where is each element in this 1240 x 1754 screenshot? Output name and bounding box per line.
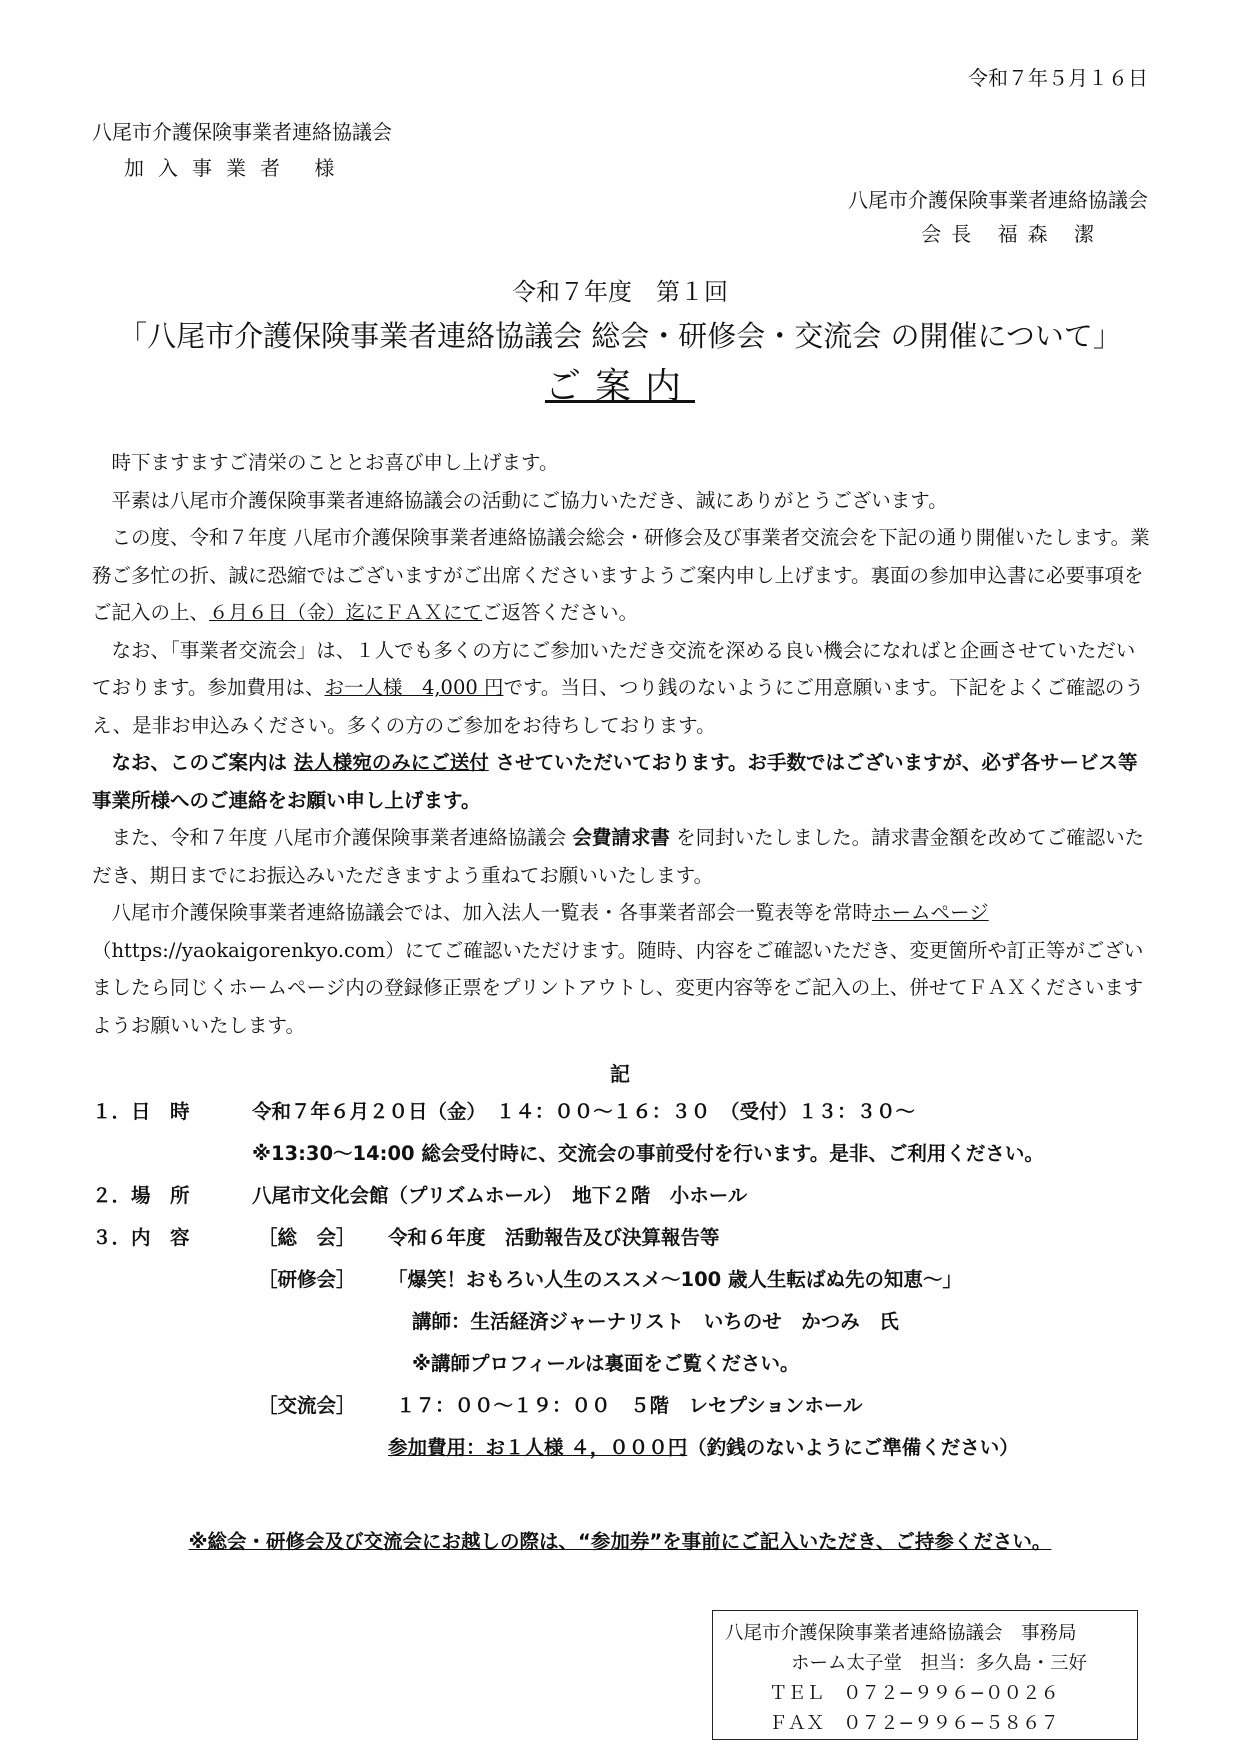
paragraph-exchange: なお、「事業者交流会」は、１人でも多くの方にご参加いただき交流を深める良い機会になればと企画させていただいております。参加費用は、お一人様 4,000 円です。当日、つり銭のないようにご用意願います。下記をよくご確認のうえ、是非お申込みください。多くの方のご参加をお待ちしております。 <box>92 638 1144 737</box>
seminar-value: 「爆笑！おもろい人生のススメ〜100 歳人生転ばぬ先の知恵〜」 <box>388 1268 962 1291</box>
place-value: 八尾市文化会館（プリズムホール） 地下２階 小ホール <box>252 1184 748 1207</box>
date-label: １．日 時 <box>92 1100 190 1123</box>
place-label: ２．場 所 <box>92 1184 190 1207</box>
exchange-tag: ［交流会］ <box>258 1394 356 1417</box>
contact-org: 八尾市介護保険事業者連絡協議会 事務局 <box>725 1623 1077 1644</box>
title-line-1: 令和７年度 第１回 <box>512 278 728 306</box>
content-label: ３．内 容 <box>92 1226 190 1249</box>
paragraph-greeting: 時下ますますご清栄のこととお喜び申し上げます。 <box>111 451 559 474</box>
exchange-fee: 参加費用：お１人様 ４，０００円（釣銭のないようにご準備ください） <box>388 1436 1019 1459</box>
ki-heading: 記 <box>610 1062 630 1086</box>
contact-fax: ＦＡＸ ０７２−９９６−５８６７ <box>769 1713 1060 1734</box>
recipient-members: 加入事業者 様 <box>124 156 349 180</box>
event-details <box>92 1096 1172 1474</box>
sender-person: 会長 福森 潔 <box>921 222 1104 246</box>
sender-org: 八尾市介護保険事業者連絡協議会 <box>848 188 1148 212</box>
fee-text: お一人様 4,000 円 <box>324 676 504 699</box>
general-tag: ［総 会］ <box>258 1226 356 1249</box>
contact-person: ホーム太子堂 担当：多久島・三好 <box>791 1653 1088 1674</box>
seminar-note: ※講師プロフィールは裏面をご覧ください。 <box>412 1352 800 1375</box>
exchange-value: １７：００〜１９：００ ５階 レセプションホール <box>396 1394 863 1417</box>
paragraph-notice: なお、このご案内は 法人様宛のみにご送付 させていただいております。お手数ではございますが、必ず各サービス等事業所様へのご連絡をお願い申し上げます。 <box>92 751 1138 812</box>
general-value: 令和６年度 活動報告及び決算報告等 <box>388 1226 720 1249</box>
recipient-org: 八尾市介護保険事業者連絡協議会 <box>92 120 392 144</box>
seminar-tag: ［研修会］ <box>258 1268 356 1291</box>
paragraph-invoice: また、令和７年度 八尾市介護保険事業者連絡協議会 会費請求書 を同封いたしました。請求書金額を改めてご確認いただき、期日までにお振込みいただきますよう重ねてお願いいたします。 <box>92 826 1145 887</box>
deadline-text: ６月６日（金）迄にＦＡＸにて <box>209 601 483 624</box>
paragraph-thanks: 平素は八尾市介護保険事業者連絡協議会の活動にご協力いただき、誠にありがとうございます。 <box>111 488 948 512</box>
paragraph-homepage: 八尾市介護保険事業者連絡協議会では、加入法人一覧表・各事業者部会一覧表等を常時ホームページ（https://yaokaigorenkyo.com）にてご確認いただけます。随時、内容をご確認いただき、変更箇所や訂正等がございましたら同じくホームページ内の登録修正票をプリントアウトし、変更内容等をご記入の上、併せてＦＡＸくださいますようお願いいたします。 <box>92 901 1144 1037</box>
final-note: ※総会・研修会及び交流会にお越しの際は、“参加券”を事前にご記入いただき、ご持参ください。 <box>188 1530 1052 1553</box>
date-value: 令和７年６月２０日（金） １４：００〜１６：３０ （受付）１３：３０〜 <box>252 1100 916 1123</box>
paragraph-announcement: この度、令和７年度 八尾市介護保険事業者連絡協議会総会・研修会及び事業者交流会を下記の通り開催いたします。業務ご多忙の折、誠に恐縮ではございますがご出席くださいますようご案内申し上げます。裏面の参加申込書に必要事項をご記入の上、６月６日（金）迄にＦＡＸにてご返答ください。 <box>92 526 1150 624</box>
title-line-3: ご案内 <box>544 366 695 407</box>
contact-box <box>712 1610 1138 1740</box>
title-line-2: 「八尾市介護保険事業者連絡協議会 総会・研修会・交流会 の開催について」 <box>118 319 1122 353</box>
date-note: ※13:30〜14:00 総会受付時に、交流会の事前受付を行います。是非、ご利用ください。 <box>252 1142 1044 1165</box>
document-date: 令和７年５月１６日 <box>968 66 1148 90</box>
seminar-lecturer: 講師：生活経済ジャーナリスト いちのせ かつみ 氏 <box>412 1310 899 1333</box>
homepage-link[interactable]: ホームページ <box>872 901 989 924</box>
letter-body <box>92 444 1152 1044</box>
contact-tel: ＴＥＬ ０７２−９９６−００２６ <box>769 1683 1060 1704</box>
